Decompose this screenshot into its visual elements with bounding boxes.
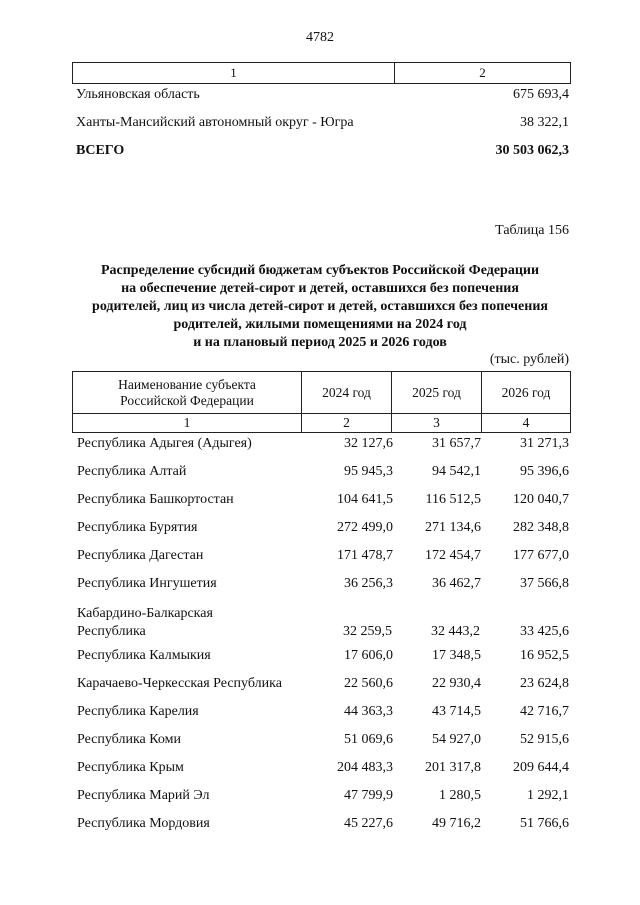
column-number: 1: [73, 414, 302, 432]
value-2024: 47 799,9: [344, 788, 393, 803]
region-name: Республика Карелия: [77, 704, 199, 719]
amount: 38 322,1: [520, 115, 569, 130]
units-label: (тыс. рублей): [489, 352, 569, 367]
total-row: [76, 143, 569, 159]
column-number-2: 2: [479, 65, 486, 80]
value-2026: 33 425,6: [520, 624, 569, 639]
value-2026: 282 348,8: [513, 520, 569, 535]
column-number: 4: [522, 415, 530, 430]
region-name: Республика Коми: [77, 732, 181, 747]
value-2024: 44 363,3: [344, 704, 393, 719]
value-2025: 1 280,5: [439, 788, 481, 803]
table-row: [72, 675, 569, 693]
value-2024: 171 478,7: [337, 548, 393, 563]
table-row: [72, 647, 569, 665]
value-2024: 32 259,5: [343, 624, 392, 639]
value-2025: 201 317,8: [425, 760, 481, 775]
table-row: [72, 703, 569, 721]
table-row: [72, 575, 569, 593]
region-name: Ханты-Мансийский автономный округ - Югра: [76, 115, 354, 130]
header-year-2025: 2025 год: [392, 372, 482, 413]
title-line: родителей, жилыми помещениями на 2024 год: [173, 317, 467, 332]
column-number-1: 1: [73, 63, 395, 83]
title-line: родителей, лиц из числа детей-сирот и детей, оставшихся без попечения: [92, 299, 548, 314]
region-name: Республика Ингушетия: [77, 576, 217, 591]
continuation-table-header: [72, 62, 571, 84]
region-name: Республика Бурятия: [77, 520, 198, 535]
continuation-row: [76, 87, 569, 103]
value-2025: 31 657,7: [432, 436, 481, 451]
title-line: Распределение субсидий бюджетам субъектов Российской Федерации: [100, 263, 540, 278]
value-2024: 36 256,3: [344, 576, 393, 591]
page-number: 4782: [306, 30, 334, 45]
header-year-2024: 2024 год: [302, 372, 392, 413]
value-2024: 104 641,5: [337, 492, 393, 507]
region-name: Республика Дагестан: [77, 548, 204, 563]
table-row: [72, 759, 569, 777]
value-2024: 32 127,6: [344, 436, 393, 451]
value-2026: 31 271,3: [520, 436, 569, 451]
value-2024: 17 606,0: [344, 648, 393, 663]
value-2025: 36 462,7: [432, 576, 481, 591]
value-2024: 272 499,0: [337, 520, 393, 535]
region-name: Карачаево-Черкесская Республика: [77, 676, 282, 691]
value-2026: 209 644,4: [513, 760, 569, 775]
value-2025: 43 714,5: [432, 704, 481, 719]
value-2026: 95 396,6: [520, 464, 569, 479]
column-number: 3: [392, 414, 482, 432]
region-name: Кабардино-Балкарская Республика: [77, 606, 213, 639]
value-2025: 172 454,7: [425, 548, 481, 563]
region-name: Республика Мордовия: [77, 816, 210, 831]
title-line: на обеспечение детей-сирот и детей, оставшихся без попечения: [121, 281, 519, 296]
value-2024: 51 069,6: [344, 732, 393, 747]
value-2025: 54 927,0: [432, 732, 481, 747]
continuation-row: [76, 115, 569, 131]
region-name: Республика Марий Эл: [77, 788, 210, 803]
table-row: [72, 605, 569, 641]
value-2025: 17 348,5: [432, 648, 481, 663]
total-label: ВСЕГО: [76, 143, 125, 158]
table-row: [72, 519, 569, 537]
region-name: Республика Крым: [77, 760, 184, 775]
header-year-2026: 2026 год: [501, 384, 551, 400]
header-region-name: Наименование субъекта Российской Федерации: [73, 372, 302, 413]
value-2026: 42 716,7: [520, 704, 569, 719]
column-number: 2: [302, 414, 392, 432]
table-title: [60, 262, 580, 352]
value-2026: 16 952,5: [520, 648, 569, 663]
value-2026: 120 040,7: [513, 492, 569, 507]
table-row: [72, 435, 569, 453]
value-2025: 94 542,1: [432, 464, 481, 479]
value-2025: 116 512,5: [425, 492, 481, 507]
table-row: [72, 815, 569, 833]
value-2024: 22 560,6: [344, 676, 393, 691]
value-2025: 32 443,2: [431, 624, 480, 639]
value-2025: 22 930,4: [432, 676, 481, 691]
table-row: [72, 787, 569, 805]
region-name: Республика Адыгея (Адыгея): [77, 436, 252, 451]
value-2026: 177 677,0: [513, 548, 569, 563]
amount: 675 693,4: [513, 87, 569, 102]
value-2026: 51 766,6: [520, 816, 569, 831]
value-2026: 23 624,8: [520, 676, 569, 691]
value-2025: 49 716,2: [432, 816, 481, 831]
table-row: [72, 547, 569, 565]
total-amount: 30 503 062,3: [495, 143, 569, 158]
table-label: Таблица 156: [495, 223, 569, 238]
region-name: Республика Калмыкия: [77, 648, 211, 663]
value-2024: 45 227,6: [344, 816, 393, 831]
value-2024: 95 945,3: [344, 464, 393, 479]
title-line: и на плановый период 2025 и 2026 годов: [193, 335, 447, 350]
table-header: [72, 371, 571, 433]
value-2026: 37 566,8: [520, 576, 569, 591]
table-row: [72, 491, 569, 509]
value-2024: 204 483,3: [337, 760, 393, 775]
value-2026: 52 915,6: [520, 732, 569, 747]
region-name: Ульяновская область: [76, 87, 200, 102]
table-row: [72, 463, 569, 481]
table-row: [72, 731, 569, 749]
region-name: Республика Алтай: [77, 464, 187, 479]
value-2025: 271 134,6: [425, 520, 481, 535]
region-name: Республика Башкортостан: [77, 492, 234, 507]
value-2026: 1 292,1: [527, 788, 569, 803]
